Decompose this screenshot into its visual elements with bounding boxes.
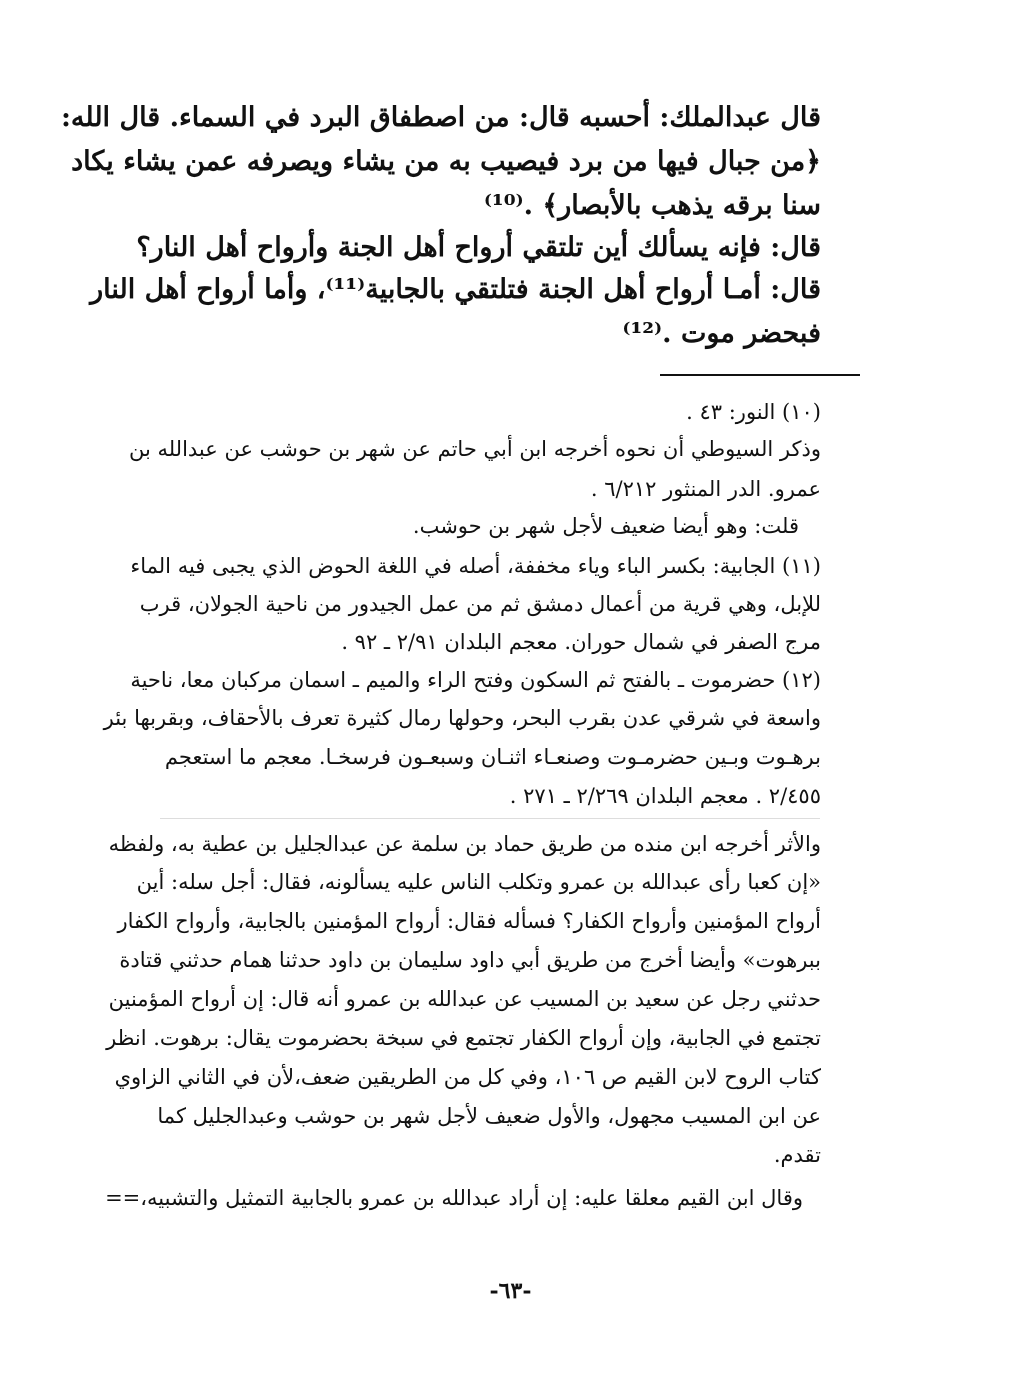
main-line: ﴿من جبال فيها من برد فيصيب به من يشاء ويصرفه عمن يشاء يكاد — [71, 146, 821, 177]
footnote-divider — [660, 374, 860, 376]
commentary-line: وقال ابن القيم معلقا عليه: إن أراد عبدالله بن عمرو بالجابية التمثيل والتشبيه،== — [105, 1186, 803, 1210]
footnote-line: برهـوت وبـين حضرمـوت وصنعـاء اثنـان وسبعـون فرسخـا. معجم ما استعجم — [164, 745, 821, 769]
main-line: فبحضر موت .⁽¹²⁾ — [622, 318, 821, 349]
commentary-line: حدثني رجل عن سعيد بن المسيب عن عبدالله بن عمرو أنه قال: إن أرواح المؤمنين — [108, 987, 821, 1011]
main-line: سنا برقه يذهب بالأبصار﴾ .⁽¹⁰⁾ — [483, 190, 821, 221]
commentary-line: والأثر أخرجه ابن منده من طريق حماد بن سلمة عن عبدالجليل بن عطية به، ولفظه — [108, 832, 821, 856]
main-line: قال: فإنه يسألك أين تلتقي أرواح أهل الجنة وأرواح أهل النار؟ — [136, 232, 821, 263]
footnote-line: للإبل، وهي قرية من أعمال دمشق ثم من عمل الجيدور من ناحية الجولان، قرب — [139, 592, 821, 616]
footnote-line: قلت: وهو أيضا ضعيف لأجل شهر بن حوشب. — [412, 514, 799, 538]
footnote-line: (١١) الجابية: بكسر الباء وياء مخففة، أصله في اللغة الحوض الذي يجبى فيه الماء — [130, 554, 821, 578]
footnote-line: مرج الصفر في شمال حوران. معجم البلدان ٢/٩١ ـ ٩٢ . — [341, 630, 821, 654]
commentary-line: أرواح المؤمنين وأرواح الكفار؟ فسأله فقال: أرواح المؤمنين بالجابية، وأرواح الكفار — [117, 909, 821, 933]
footnote-line: (١٢) حضرموت ـ بالفتح ثم السكون وفتح الراء والميم ـ اسمان مركبان معا، ناحية — [130, 668, 821, 692]
commentary-line: «إن كعبا رأى عبدالله بن عمرو وتكلب الناس عليه يسألونه، فقال: أجل سله: أين — [136, 870, 821, 894]
footnote-line: ٢/٤٥٥ . معجم البلدان ٢/٢٦٩ ـ ٢٧١ . — [509, 784, 821, 808]
main-line: قال عبدالملك: أحسبه قال: من اصطفاق البرد في السماء. قال الله: — [60, 102, 821, 133]
footnote-line: وذكر السيوطي أن نحوه أخرجه ابن أبي حاتم عن شهر بن حوشب عن عبدالله بن — [128, 437, 821, 461]
commentary-line: ببرهوت» وأيضا أخرج من طريق أبي داود سليمان بن داود حدثنا همام حدثني قتادة — [119, 948, 821, 972]
commentary-line: عن ابن المسيب مجهول، والأول ضعيف لأجل شهر بن حوشب وعبدالجليل كما — [157, 1104, 821, 1128]
page-number: -٦٣- — [489, 1278, 532, 1304]
commentary-line: كتاب الروح لابن القيم ص ١٠٦، وفي كل من الطريقين ضعف،لأن في الثاني الزاوي — [114, 1065, 821, 1089]
main-line: قال: أمـا أرواح أهل الجنة فتلتقي بالجابية⁽¹¹⁾، وأما أرواح أهل النار — [90, 274, 821, 305]
commentary-line: تقدم. — [773, 1143, 821, 1167]
commentary-line: تجتمع في الجابية، وإن أرواح الكفار تجتمع في سبخة بحضرموت يقال: برهوت. انظر — [106, 1026, 821, 1050]
section-divider — [160, 818, 820, 819]
footnote-line: عمرو. الدر المنثور ٦/٢١٢ . — [590, 477, 821, 501]
footnote-line: (١٠) النور: ٤٣ . — [686, 400, 821, 424]
footnote-line: واسعة في شرقي عدن بقرب البحر، وحولها رمال كثيرة تعرف بالأحقاف، وبقربها بئر — [103, 706, 821, 730]
